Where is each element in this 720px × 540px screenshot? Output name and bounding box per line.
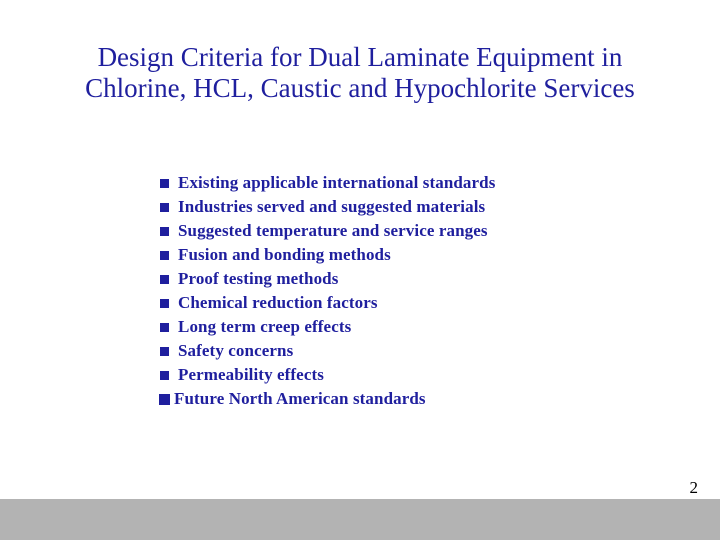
list-item-text: Existing applicable international standards xyxy=(178,173,496,192)
list-item xyxy=(159,315,495,339)
list-item-text: Fusion and bonding methods xyxy=(178,245,391,264)
list-item-text: Permeability effects xyxy=(178,365,324,384)
list-item xyxy=(159,339,495,363)
slide-title xyxy=(0,42,720,104)
square-bullet-icon xyxy=(160,299,169,308)
bullet-list xyxy=(159,171,495,411)
square-bullet-icon xyxy=(160,203,169,212)
list-item-text: Safety concerns xyxy=(178,341,294,360)
list-item xyxy=(159,267,495,291)
square-bullet-icon xyxy=(160,227,169,236)
list-item xyxy=(159,387,495,411)
square-bullet-icon xyxy=(160,371,169,380)
list-item xyxy=(159,363,495,387)
square-bullet-icon xyxy=(160,347,169,356)
square-bullet-icon xyxy=(159,394,170,405)
list-item-text: Long term creep effects xyxy=(178,317,352,336)
list-item xyxy=(159,291,495,315)
square-bullet-icon xyxy=(160,323,169,332)
slide-title-line-2: Chlorine, HCL, Caustic and Hypochlorite Services xyxy=(85,73,635,103)
list-item xyxy=(159,243,495,267)
list-item xyxy=(159,171,495,195)
square-bullet-icon xyxy=(160,251,169,260)
footer-bar xyxy=(0,499,720,540)
square-bullet-icon xyxy=(160,275,169,284)
slide-title-line-1: Design Criteria for Dual Laminate Equipment in xyxy=(97,42,623,72)
list-item-text: Future North American standards xyxy=(174,389,426,408)
list-item xyxy=(159,219,495,243)
page-number: 2 xyxy=(689,478,698,497)
list-item-text: Suggested temperature and service ranges xyxy=(178,221,488,240)
square-bullet-icon xyxy=(160,179,169,188)
list-item-text: Proof testing methods xyxy=(178,269,339,288)
list-item-text: Chemical reduction factors xyxy=(178,293,378,312)
list-item xyxy=(159,195,495,219)
list-item-text: Industries served and suggested materials xyxy=(178,197,486,216)
